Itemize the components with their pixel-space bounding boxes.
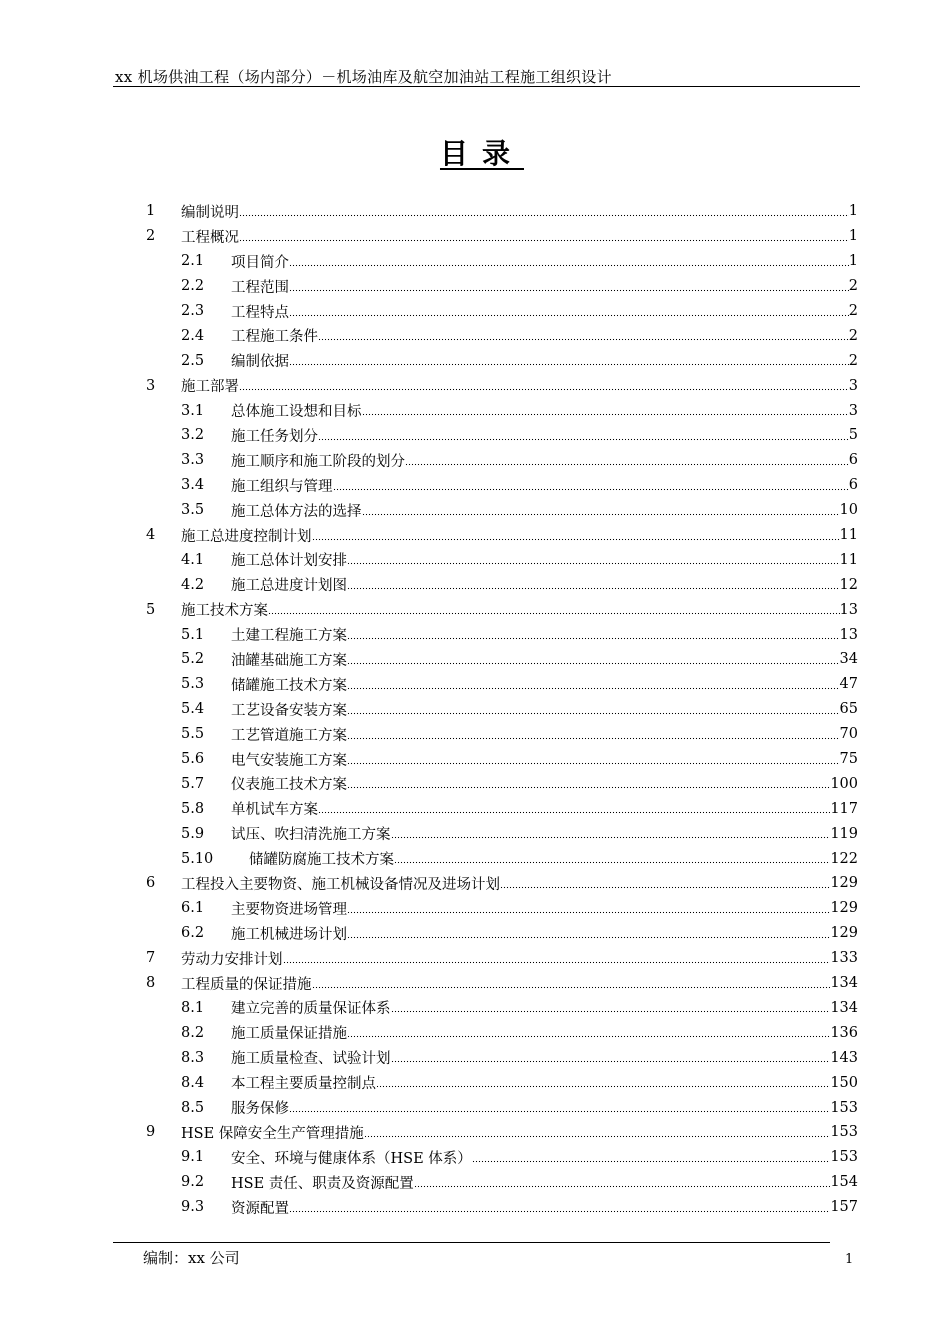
toc-entry-title: 工程范围 bbox=[231, 279, 289, 296]
toc-entry[interactable] bbox=[146, 846, 858, 871]
toc-entry-number: 9.2 bbox=[181, 1174, 205, 1191]
toc-dot-leader bbox=[364, 1129, 831, 1144]
toc-dot-leader bbox=[318, 806, 830, 821]
toc-entry-page: 119 bbox=[830, 825, 858, 842]
toc-dot-leader bbox=[347, 706, 840, 721]
toc-entry-number: 9.1 bbox=[181, 1149, 205, 1166]
toc-entry[interactable] bbox=[146, 1195, 858, 1220]
toc-entry[interactable] bbox=[146, 871, 858, 896]
toc-entry-title: 油罐基础施工方案 bbox=[231, 652, 347, 669]
toc-entry-number: 6.1 bbox=[181, 900, 205, 917]
toc-entry-page: 134 bbox=[830, 999, 858, 1016]
toc-entry-page: 65 bbox=[839, 701, 858, 718]
toc-entry[interactable] bbox=[146, 697, 858, 722]
toc-entry-number: 9.3 bbox=[181, 1199, 205, 1216]
toc-entry[interactable] bbox=[146, 946, 858, 971]
toc-entry-number: 5.6 bbox=[181, 751, 205, 768]
toc-entry[interactable] bbox=[146, 821, 858, 846]
toc-entry[interactable] bbox=[146, 224, 858, 249]
toc-entry-page: 122 bbox=[830, 850, 858, 867]
toc-entry-title: 仪表施工技术方案 bbox=[231, 777, 347, 794]
toc-entry-page: 2 bbox=[848, 278, 858, 295]
toc-entry[interactable] bbox=[146, 448, 858, 473]
toc-entry-page: 129 bbox=[830, 925, 858, 942]
toc-entry-number: 4.1 bbox=[181, 551, 205, 568]
toc-entry[interactable] bbox=[146, 498, 858, 523]
toc-dot-leader bbox=[239, 208, 849, 223]
toc-entry-title: 安全、环境与健康体系（HSE 体系） bbox=[231, 1150, 472, 1167]
toc-entry-title: 施工总体计划安排 bbox=[231, 553, 347, 570]
toc-entry-number: 3.4 bbox=[181, 477, 205, 494]
toc-entry-title: 施工总进度计划图 bbox=[231, 578, 347, 595]
toc-dot-leader bbox=[500, 880, 830, 895]
toc-entry[interactable] bbox=[146, 1020, 858, 1045]
toc-entry[interactable] bbox=[146, 921, 858, 946]
toc-entry-page: 129 bbox=[830, 875, 858, 892]
toc-dot-leader bbox=[318, 432, 849, 447]
toc-entry[interactable] bbox=[146, 249, 858, 274]
toc-entry-page: 133 bbox=[830, 950, 858, 967]
toc-entry-number: 6 bbox=[146, 875, 156, 892]
toc-dot-leader bbox=[405, 457, 849, 472]
toc-dot-leader bbox=[362, 507, 840, 522]
toc-dot-leader bbox=[318, 333, 849, 348]
toc-entry-page: 13 bbox=[839, 601, 858, 618]
toc-entry-page: 100 bbox=[830, 775, 858, 792]
toc-entry-number: 5 bbox=[146, 601, 156, 618]
toc-entry-title: HSE 责任、职责及资源配置 bbox=[231, 1175, 414, 1192]
toc-entry-number: 3.3 bbox=[181, 452, 205, 469]
toc-entry-title: 施工机械进场计划 bbox=[231, 926, 347, 943]
toc-entry[interactable] bbox=[146, 1070, 858, 1095]
toc-entry-number: 8.5 bbox=[181, 1099, 205, 1116]
toc-entry-number: 2.1 bbox=[181, 253, 205, 270]
toc-dot-leader bbox=[347, 731, 840, 746]
toc-entry-title: 单机试车方案 bbox=[231, 802, 318, 819]
toc-entry-number: 4.2 bbox=[181, 576, 205, 593]
toc-entry-number: 6.2 bbox=[181, 925, 205, 942]
toc-entry-number: 2 bbox=[146, 228, 156, 245]
toc-entry-page: 5 bbox=[848, 427, 858, 444]
toc-entry-title: 施工总体方法的选择 bbox=[231, 503, 362, 520]
toc-entry[interactable] bbox=[146, 896, 858, 921]
toc-entry-number: 2.4 bbox=[181, 327, 205, 344]
running-header: xx 机场供油工程（场内部分）－机场油库及航空加油站工程施工组织设计 bbox=[115, 68, 612, 86]
toc-entry[interactable] bbox=[146, 1170, 858, 1195]
toc-entry-page: 11 bbox=[839, 527, 858, 544]
toc-entry[interactable] bbox=[146, 572, 858, 597]
toc-entry-page: 6 bbox=[848, 477, 858, 494]
toc-entry-number: 8.4 bbox=[181, 1074, 205, 1091]
toc-dot-leader bbox=[391, 1054, 831, 1069]
toc-entry[interactable] bbox=[146, 722, 858, 747]
toc-entry-page: 117 bbox=[830, 800, 858, 817]
toc-entry[interactable] bbox=[146, 274, 858, 299]
toc-dot-leader bbox=[289, 258, 849, 273]
toc-entry-title: 试压、吹扫清洗施工方案 bbox=[231, 827, 391, 844]
toc-dot-leader bbox=[289, 358, 849, 373]
header-rule bbox=[113, 86, 860, 87]
toc-entry-title: 主要物资进场管理 bbox=[231, 901, 347, 918]
toc-entry-page: 1 bbox=[848, 228, 858, 245]
toc-entry-page: 154 bbox=[830, 1174, 858, 1191]
toc-entry[interactable] bbox=[146, 647, 858, 672]
toc-entry-number: 5.7 bbox=[181, 775, 205, 792]
toc-entry-page: 6 bbox=[848, 452, 858, 469]
footer-rule bbox=[113, 1242, 830, 1243]
toc-entry[interactable] bbox=[146, 971, 858, 996]
toc-entry[interactable] bbox=[146, 1095, 858, 1120]
toc-entry-number: 5.3 bbox=[181, 676, 205, 693]
toc-entry-title: 工程概况 bbox=[181, 229, 239, 246]
toc-entry-number: 5.9 bbox=[181, 825, 205, 842]
toc-entry-number: 5.5 bbox=[181, 726, 205, 743]
toc-dot-leader bbox=[347, 930, 830, 945]
toc-entry-page: 13 bbox=[839, 626, 858, 643]
toc-entry[interactable] bbox=[146, 796, 858, 821]
toc-entry[interactable] bbox=[146, 199, 858, 224]
toc-entry-page: 157 bbox=[830, 1199, 858, 1216]
toc-dot-leader bbox=[414, 1179, 831, 1194]
toc-entry-title: 编制说明 bbox=[181, 204, 239, 221]
toc-dot-leader bbox=[347, 781, 830, 796]
footer-author: 编制：xx 公司 bbox=[143, 1249, 240, 1267]
toc-entry-title: 工程投入主要物资、施工机械设备情况及进场计划 bbox=[181, 876, 500, 893]
toc-dot-leader bbox=[312, 532, 840, 547]
toc-entry-page: 3 bbox=[848, 377, 858, 394]
toc-dot-leader bbox=[347, 756, 840, 771]
toc-entry-number: 3.5 bbox=[181, 502, 205, 519]
toc-entry-title: 总体施工设想和目标 bbox=[231, 404, 362, 421]
toc-entry-title: 施工组织与管理 bbox=[231, 478, 333, 495]
toc-entry-number: 3 bbox=[146, 377, 156, 394]
toc-dot-leader bbox=[347, 582, 840, 597]
toc-entry[interactable] bbox=[146, 1120, 858, 1145]
toc-entry-title: 施工顺序和施工阶段的划分 bbox=[231, 453, 405, 470]
toc-entry-number: 4 bbox=[146, 527, 156, 544]
toc-entry-page: 2 bbox=[848, 327, 858, 344]
toc-entry-title: 劳动力安排计划 bbox=[181, 951, 283, 968]
toc-entry-number: 5.8 bbox=[181, 800, 205, 817]
toc-dot-leader bbox=[347, 905, 830, 920]
toc-dot-leader bbox=[347, 631, 840, 646]
toc-entry-title: 工程质量的保证措施 bbox=[181, 976, 312, 993]
toc-entry-number: 2.3 bbox=[181, 303, 205, 319]
toc-entry-title: HSE 保障安全生产管理措施 bbox=[181, 1125, 364, 1142]
toc-dot-leader bbox=[362, 407, 849, 422]
toc-entry-number: 3.1 bbox=[181, 402, 205, 419]
page-title: 目录 bbox=[439, 137, 524, 170]
toc-entry-title: 施工任务划分 bbox=[231, 428, 318, 445]
toc-entry-number: 8 bbox=[146, 975, 156, 992]
toc-entry-number: 8.1 bbox=[181, 999, 205, 1016]
toc-dot-leader bbox=[391, 1005, 831, 1020]
toc-entry-title: 施工技术方案 bbox=[181, 603, 268, 620]
toc-entry-page: 1 bbox=[848, 253, 858, 270]
toc-entry-page: 1 bbox=[848, 203, 858, 220]
toc-entry-page: 2 bbox=[848, 352, 858, 369]
toc-entry-title: 资源配置 bbox=[231, 1200, 289, 1217]
toc-entry-title: 施工总进度控制计划 bbox=[181, 528, 312, 545]
toc-entry-title: 工程施工条件 bbox=[231, 329, 318, 346]
toc-dot-leader bbox=[289, 308, 849, 323]
toc-entry[interactable] bbox=[146, 547, 858, 572]
footer-page-number: 1 bbox=[845, 1252, 854, 1267]
toc-entry-title: 施工质量保证措施 bbox=[231, 1026, 347, 1043]
toc-entry-page: 150 bbox=[830, 1074, 858, 1091]
toc-entry-page: 153 bbox=[830, 1099, 858, 1116]
toc-entry-page: 75 bbox=[839, 751, 858, 768]
toc-entry-number: 3.2 bbox=[181, 427, 205, 444]
toc-dot-leader bbox=[394, 855, 830, 870]
toc-entry-title: 工程特点 bbox=[231, 304, 289, 321]
toc-dot-leader bbox=[391, 830, 831, 845]
toc-entry-title: 储罐施工技术方案 bbox=[231, 677, 347, 694]
toc-entry-number: 8.3 bbox=[181, 1049, 205, 1066]
toc-entry-page: 12 bbox=[839, 576, 858, 593]
toc-entry-page: 70 bbox=[839, 726, 858, 743]
toc-entry-page: 2 bbox=[848, 303, 858, 319]
toc-entry-page: 47 bbox=[839, 676, 858, 693]
toc-entry[interactable] bbox=[146, 299, 858, 324]
toc-entry-page: 10 bbox=[839, 502, 858, 519]
toc-entry-page: 136 bbox=[830, 1024, 858, 1041]
toc-entry[interactable] bbox=[146, 672, 858, 697]
toc-entry-number: 5.4 bbox=[181, 701, 205, 718]
toc-entry-page: 34 bbox=[839, 651, 858, 668]
toc-entry-title: 本工程主要质量控制点 bbox=[231, 1076, 376, 1093]
toc-dot-leader bbox=[347, 1030, 830, 1045]
toc-entry[interactable] bbox=[146, 523, 858, 548]
toc-dot-leader bbox=[289, 1204, 830, 1219]
toc-dot-leader bbox=[289, 1104, 830, 1119]
toc-entry-number: 1 bbox=[146, 203, 156, 220]
toc-entry-page: 3 bbox=[848, 402, 858, 419]
toc-dot-leader bbox=[472, 1154, 831, 1169]
toc-dot-leader bbox=[347, 557, 840, 572]
toc-entry[interactable] bbox=[146, 771, 858, 796]
toc-entry-title: 土建工程施工方案 bbox=[231, 628, 347, 645]
toc-entry-title: 项目简介 bbox=[231, 254, 289, 271]
toc-entry-number: 9 bbox=[146, 1124, 156, 1141]
toc-entry-number: 8.2 bbox=[181, 1024, 205, 1041]
toc-entry-page: 129 bbox=[830, 900, 858, 917]
toc-dot-leader bbox=[347, 656, 840, 671]
toc-dot-leader bbox=[312, 980, 831, 995]
toc-entry-title: 建立完善的质量保证体系 bbox=[231, 1001, 391, 1018]
toc-entry-title: 储罐防腐施工技术方案 bbox=[249, 852, 394, 869]
toc-entry-number: 7 bbox=[146, 950, 156, 967]
toc-entry-title: 工艺设备安装方案 bbox=[231, 702, 347, 719]
toc-entry-number: 2.5 bbox=[181, 352, 205, 369]
toc-entry-page: 143 bbox=[830, 1049, 858, 1066]
toc-entry-page: 134 bbox=[830, 975, 858, 992]
toc-entry-title: 电气安装施工方案 bbox=[231, 752, 347, 769]
table-of-contents bbox=[146, 199, 858, 1220]
toc-entry[interactable] bbox=[146, 747, 858, 772]
toc-entry-page: 11 bbox=[839, 551, 858, 568]
toc-entry-number: 2.2 bbox=[181, 278, 205, 295]
toc-entry[interactable] bbox=[146, 996, 858, 1021]
toc-entry-number: 5.1 bbox=[181, 626, 205, 643]
toc-entry[interactable] bbox=[146, 423, 858, 448]
toc-entry-page: 153 bbox=[830, 1124, 858, 1141]
toc-dot-leader bbox=[376, 1079, 830, 1094]
toc-entry-title: 服务保修 bbox=[231, 1101, 289, 1117]
toc-entry[interactable] bbox=[146, 348, 858, 373]
toc-entry[interactable] bbox=[146, 398, 858, 423]
toc-dot-leader bbox=[283, 955, 831, 970]
toc-entry[interactable] bbox=[146, 1145, 858, 1170]
toc-entry-number: 5.10 bbox=[181, 850, 214, 867]
toc-dot-leader bbox=[239, 233, 849, 248]
toc-entry[interactable] bbox=[146, 323, 858, 348]
toc-entry-title: 工艺管道施工方案 bbox=[231, 727, 347, 744]
toc-dot-leader bbox=[347, 681, 840, 696]
toc-entry-title: 编制依据 bbox=[231, 354, 289, 371]
toc-dot-leader bbox=[289, 283, 849, 298]
toc-entry-title: 施工部署 bbox=[181, 379, 239, 396]
toc-dot-leader bbox=[268, 606, 840, 621]
toc-dot-leader bbox=[239, 382, 849, 397]
toc-entry[interactable] bbox=[146, 1045, 858, 1070]
toc-entry-title: 施工质量检查、试验计划 bbox=[231, 1051, 391, 1068]
toc-dot-leader bbox=[333, 482, 849, 497]
toc-entry[interactable] bbox=[146, 597, 858, 622]
toc-entry-number: 5.2 bbox=[181, 651, 205, 668]
toc-entry[interactable] bbox=[146, 373, 858, 398]
toc-entry-page: 153 bbox=[830, 1149, 858, 1166]
toc-entry[interactable] bbox=[146, 622, 858, 647]
toc-entry[interactable] bbox=[146, 473, 858, 498]
